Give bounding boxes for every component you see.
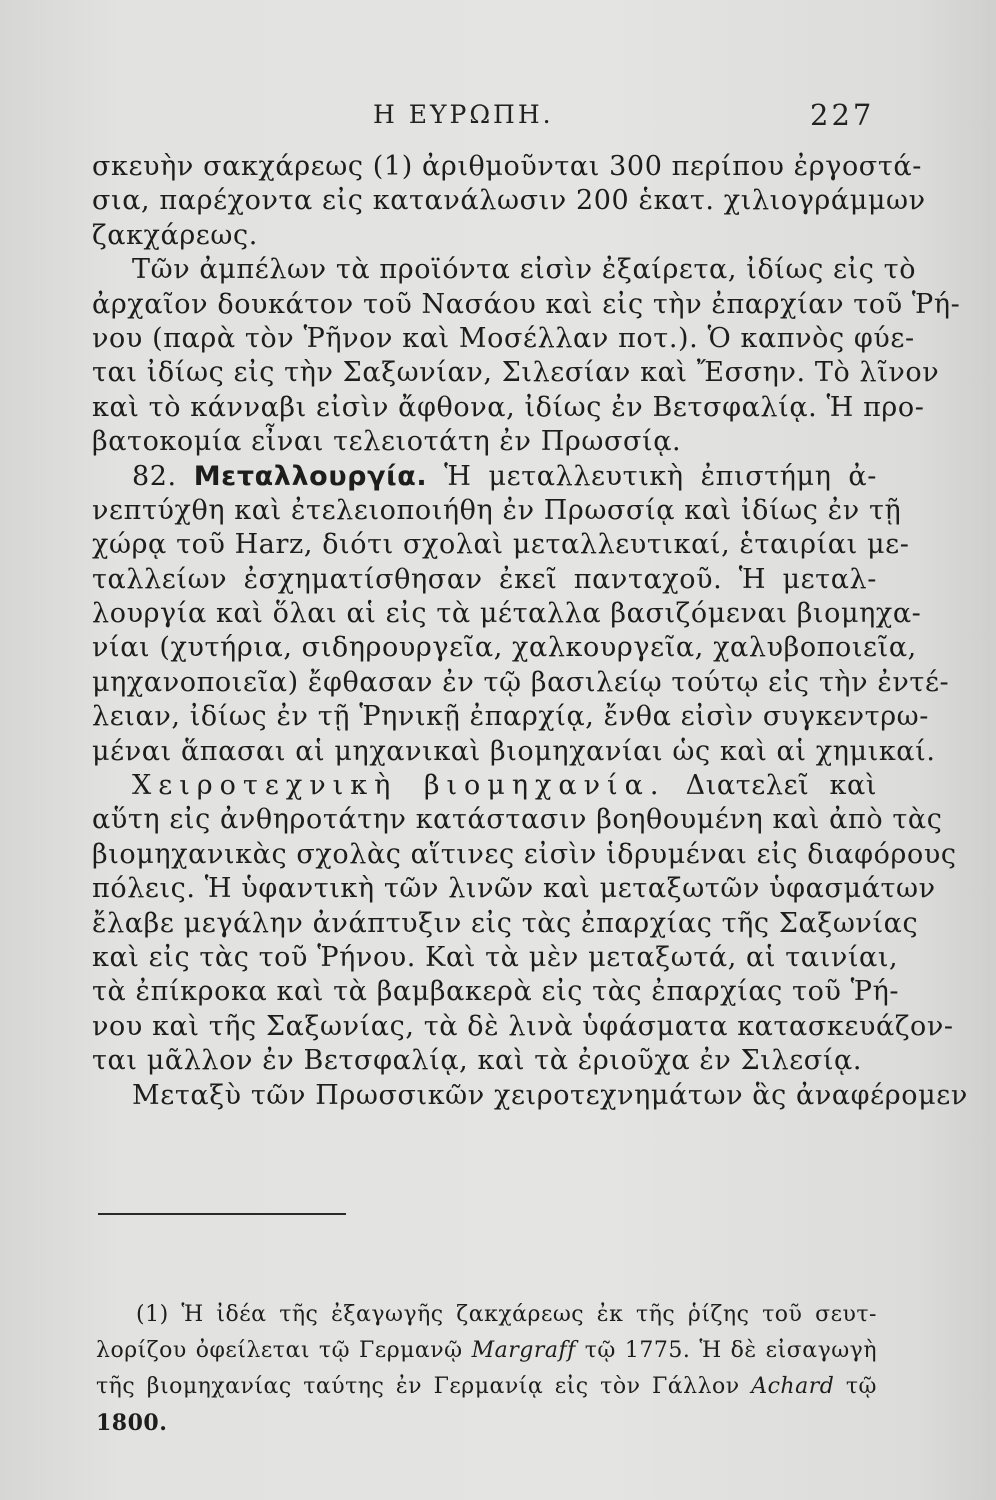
footnote-year: 1800.: [96, 1410, 168, 1436]
text-line: καὶ τὸ κάνναβι εἰσὶν ἄφθονα, ἰδίως ἐν Βετσφαλίᾳ. Ἡ προ-: [92, 391, 925, 423]
footnote-line: (1) Ἡ ἰδέα τῆς ἐξαγωγῆς ζακχάρεως ἐκ τῆς ῥίζης τοῦ σευτ-: [136, 1302, 877, 1327]
footnote-line: [96, 1405, 877, 1441]
running-head: [0, 96, 996, 136]
person-name: Margraff: [471, 1338, 576, 1363]
text-line: μέναι ἅπασαι αἱ μηχανικαὶ βιομηχανίαι ὡς καὶ αἱ χημικαί.: [92, 735, 936, 767]
text-line: ταλλείων ἐσχηματίσθησαν ἐκεῖ πανταχοῦ. Ἡ μεταλ-: [92, 563, 877, 595]
text-line: νου (παρὰ τὸν Ῥῆνον καὶ Μοσέλλαν ποτ.). Ὁ καπνὸς φύε-: [92, 322, 915, 354]
spaced-subheading: Χειροτεχνικὴ βιομηχανία.: [132, 770, 666, 802]
text-span: Διατελεῖ καὶ: [685, 770, 878, 802]
text-line: ζακχάρεως.: [92, 219, 258, 251]
text-line: ται ἰδίως εἰς τὴν Σαξωνίαν, Σιλεσίαν καὶ Ἔσσην. Τὸ λῖνον: [92, 357, 940, 389]
footnote: [96, 1297, 877, 1441]
text-line: σια, παρέχοντα εἰς κατανάλωσιν 200 ἑκατ. χιλιογράμμων: [92, 185, 926, 217]
text-span: Ἡ μεταλλευτικὴ ἐπιστήμη ἀ-: [444, 460, 877, 492]
text-span: λορίζου ὀφείλεται τῷ Γερμανῷ: [96, 1338, 463, 1363]
text-line: ται μᾶλλον ἐν Βετσφαλίᾳ, καὶ τὰ ἐριοῦχα ἐν Σιλεσίᾳ.: [92, 1045, 863, 1077]
text-line: βιομηχανικὰς σχολὰς αἵτινες εἰσὶν ἱδρυμέναι εἰς διαφόρους: [92, 838, 957, 870]
running-head-title: Η ΕΥΡΩΠΗ.: [373, 100, 554, 129]
text-line: νεπτύχθη καὶ ἐτελειοποιήθη ἐν Πρωσσίᾳ καὶ ἰδίως ἐν τῇ: [92, 494, 902, 526]
section-number: 82.: [132, 460, 177, 492]
text-line: Τῶν ἀμπέλων τὰ προϊόντα εἰσὶν ἐξαίρετα, ἰδίως εἰς τὸ: [132, 254, 917, 286]
text-line: λειαν, ἰδίως ἐν τῇ Ῥηνικῇ ἐπαρχίᾳ, ἔνθα εἰσὶν συγκεντρω-: [92, 701, 930, 733]
text-line: Μεταξὺ τῶν Πρωσσικῶν χειροτεχνημάτων ἃς ἀναφέρομεν: [132, 1079, 968, 1111]
text-line: πόλεις. Ἡ ὑφαντικὴ τῶν λινῶν καὶ μεταξωτῶν ὑφασμάτων: [92, 873, 936, 905]
text-line: λουργία καὶ ὅλαι αἱ εἰς τὰ μέταλλα βασιζόμεναι βιομηχα-: [92, 598, 922, 630]
text-line: τὰ ἐπίκροκα καὶ τὰ βαμβακερὰ εἰς τὰς ἐπαρχίας τοῦ Ῥή-: [92, 976, 900, 1008]
text-line: βατοκομία εἶναι τελειοτάτη ἐν Πρωσσίᾳ.: [92, 426, 682, 458]
page-number: 227: [810, 98, 875, 132]
footnote-rule: [98, 1213, 346, 1215]
footnote-line: [96, 1333, 877, 1369]
text-line: νίαι (χυτήρια, σιδηρουργεῖα, χαλκουργεῖα, χαλυβοποιεῖα,: [92, 632, 917, 664]
text-line: καὶ εἰς τὰς τοῦ Ῥήνου. Καὶ τὰ μὲν μεταξωτά, αἱ ταινίαι,: [92, 941, 899, 973]
text-line: ἔλαβε μεγάλην ἀνάπτυξιν εἰς τὰς ἐπαρχίας τῆς Σαξωνίας: [92, 907, 919, 939]
text-span: τῷ 1775. Ἡ δὲ εἰσαγωγὴ: [584, 1338, 877, 1363]
body-text: [92, 150, 968, 1113]
person-name: Achard: [751, 1374, 835, 1399]
text-line: μηχανοποιεῖα) ἔφθασαν ἐν τῷ βασιλείῳ τούτῳ εἰς τὴν ἐντέ-: [92, 666, 950, 698]
text-line: ἀρχαῖον δουκάτον τοῦ Νασάου καὶ εἰς τὴν ἐπαρχίαν τοῦ Ῥή-: [92, 288, 961, 320]
section-heading-line: [92, 460, 877, 494]
text-line: νου καὶ τῆς Σαξωνίας, τὰ δὲ λινὰ ὑφάσματα κατασκευάζον-: [92, 1010, 954, 1042]
text-line: σκευὴν σακχάρεως (1) ἀριθμοῦνται 300 περίπου ἐργοστά-: [92, 151, 922, 182]
footnote-line: [96, 1369, 877, 1405]
text-span: τῆς βιομηχανίας ταύτης ἐν Γερμανίᾳ εἰς τὸν Γάλλον: [96, 1374, 740, 1399]
text-line: αὕτη εἰς ἀνθηροτάτην κατάστασιν βοηθουμένη καὶ ἀπὸ τὰς: [92, 804, 943, 836]
text-line: χώρᾳ τοῦ Harz, διότι σχολαὶ μεταλλευτικαί, ἑταιρίαι με-: [92, 529, 910, 561]
subheading-line: [92, 769, 877, 803]
text-span: τῷ: [845, 1374, 877, 1399]
section-title: Μεταλλουργία.: [193, 460, 428, 492]
